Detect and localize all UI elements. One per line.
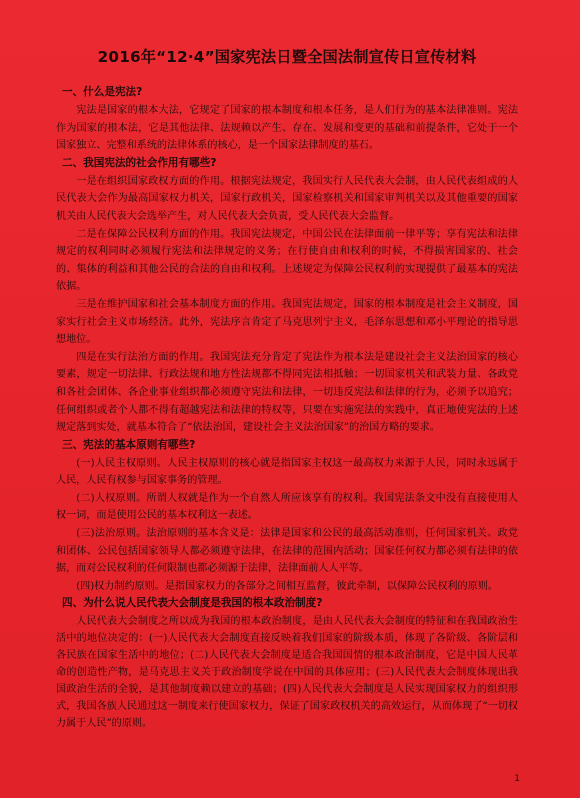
section-peoples-congress [56, 595, 518, 732]
paragraph: 宪法是国家的根本大法，它规定了国家的根本制度和根本任务，是人们行为的基本法律准则。宪法作为国家的根本法，它是其他法律、法规赖以产生、存在、发展和变更的基础和前提条件，它处于一个国家独立、完整和系统的法律体系的核心，是一个国家法律制度的基石。 [56, 105, 518, 152]
section-heading: 三、宪法的基本原则有哪些? [62, 438, 196, 451]
paragraph: (一)人民主权原则。人民主权原则的核心就是指国家主权这一最高权力来源于人民，同时永远属于人民，人民有权参与国家事务的管理。 [56, 457, 518, 487]
paragraph: (二)人权原则。所谓人权就是作为一个自然人所应该享有的权利。我国宪法条文中没有直接使用人权一词，而是使用公民的基本权利这一表述。 [56, 492, 518, 522]
section-basic-principles [56, 437, 518, 596]
section-heading: 一、什么是宪法? [62, 86, 143, 98]
paragraph: (三)法治原则。法治原则的基本含义是：法律是国家和公民的最高活动准则，任何国家机关、政党和团体、公民包括国家领导人都必须遵守法律，在法律的范围内活动；国家任何权力都必须有法律的依据，而对公民权利的任何限制也都必须源于法律，法律面前人人平等。 [56, 528, 518, 575]
page-number: 1 [514, 774, 520, 784]
paragraph: 人民代表大会制度之所以成为我国的根本政治制度，是由人民代表大会制度的特征和在我国政治生活中的地位决定的：(一)人民代表大会制度直接反映着我们国家的阶级本质，体现了各阶级、各阶层和各民族在国家生活中的地位；(二)人民代表大会制度是适合我国国情的根本政治制度，它是中国人民革命的创造性产物，是马克思主义关于政治制度学说在中国的具体应用；(三)人民代表大会制度体现出我国政治生活的全貌，是其他制度赖以建立的基础；(四)人民代表大会制度是人民实现国家权力的组织形式，我国各族人民通过这一制度来行使国家权力，保证了国家政权机关的高效运行，从而体现了“一切权力属于人民”的原则。 [56, 616, 518, 730]
paragraph: (四)权力制约原则。是指国家权力的各部分之间相互监督，彼此牵制，以保障公民权利的原则。 [76, 580, 498, 592]
paragraph: 三是在维护国家和社会基本制度方面的作用。我国宪法规定，国家的根本制度是社会主义制度，国家实行社会主义市场经济。此外，宪法序言肯定了马克思列宁主义，毛泽东思想和邓小平理论的指导思想地位。 [56, 298, 518, 346]
paragraph: 二是在保障公民权利方面的作用。我国宪法规定，中国公民在法律面前一律平等；享有宪法和法律规定的权利同时必须履行宪法和法律规定的义务；在行使自由和权利的时候，不得损害国家的、社会的、集体的利益和其他公民的合法的自由和权利。上述规定为保障公民权利的实现提供了最基本的宪法依据。 [56, 228, 518, 293]
section-social-role [56, 155, 518, 437]
paragraph: 四是在实行法治方面的作用。我国宪法充分肯定了宪法作为根本法是建设社会主义法治国家的核心要素，规定一切法律、行政法规和地方性法规都不得同宪法相抵触；一切国家机关和武装力量、各政党和各社会团体、各企业事业组织都必须遵守宪法和法律，一切违反宪法和法律的行为，必须予以追究；任何组织或者个人都不得有超越宪法和法律的特权等，只要在实施宪法的实践中，真正地使宪法的上述规定落到实处，就基本符合了“依法治国，建设社会主义法治国家”的治国方略的要求。 [56, 351, 518, 434]
section-heading: 四、为什么说人民代表大会制度是我国的根本政治制度? [62, 597, 323, 610]
section-heading: 二、我国宪法的社会作用有哪些? [62, 156, 217, 169]
paragraph: 一是在组织国家政权方面的作用。根据宪法规定，我国实行人民代表大会制，由人民代表组成的人民代表大会作为最高国家权力机关，国家行政机关，国家检察机关和国家审判机关以及其他重要的国家机关由人民代表大会选举产生，对人民代表大会负责，受人民代表大会监督。 [56, 175, 518, 222]
document-title: 2016年“12·4”国家宪法日暨全国法制宣传日宣传材料 [97, 48, 477, 66]
section-what-is-constitution [56, 84, 518, 155]
